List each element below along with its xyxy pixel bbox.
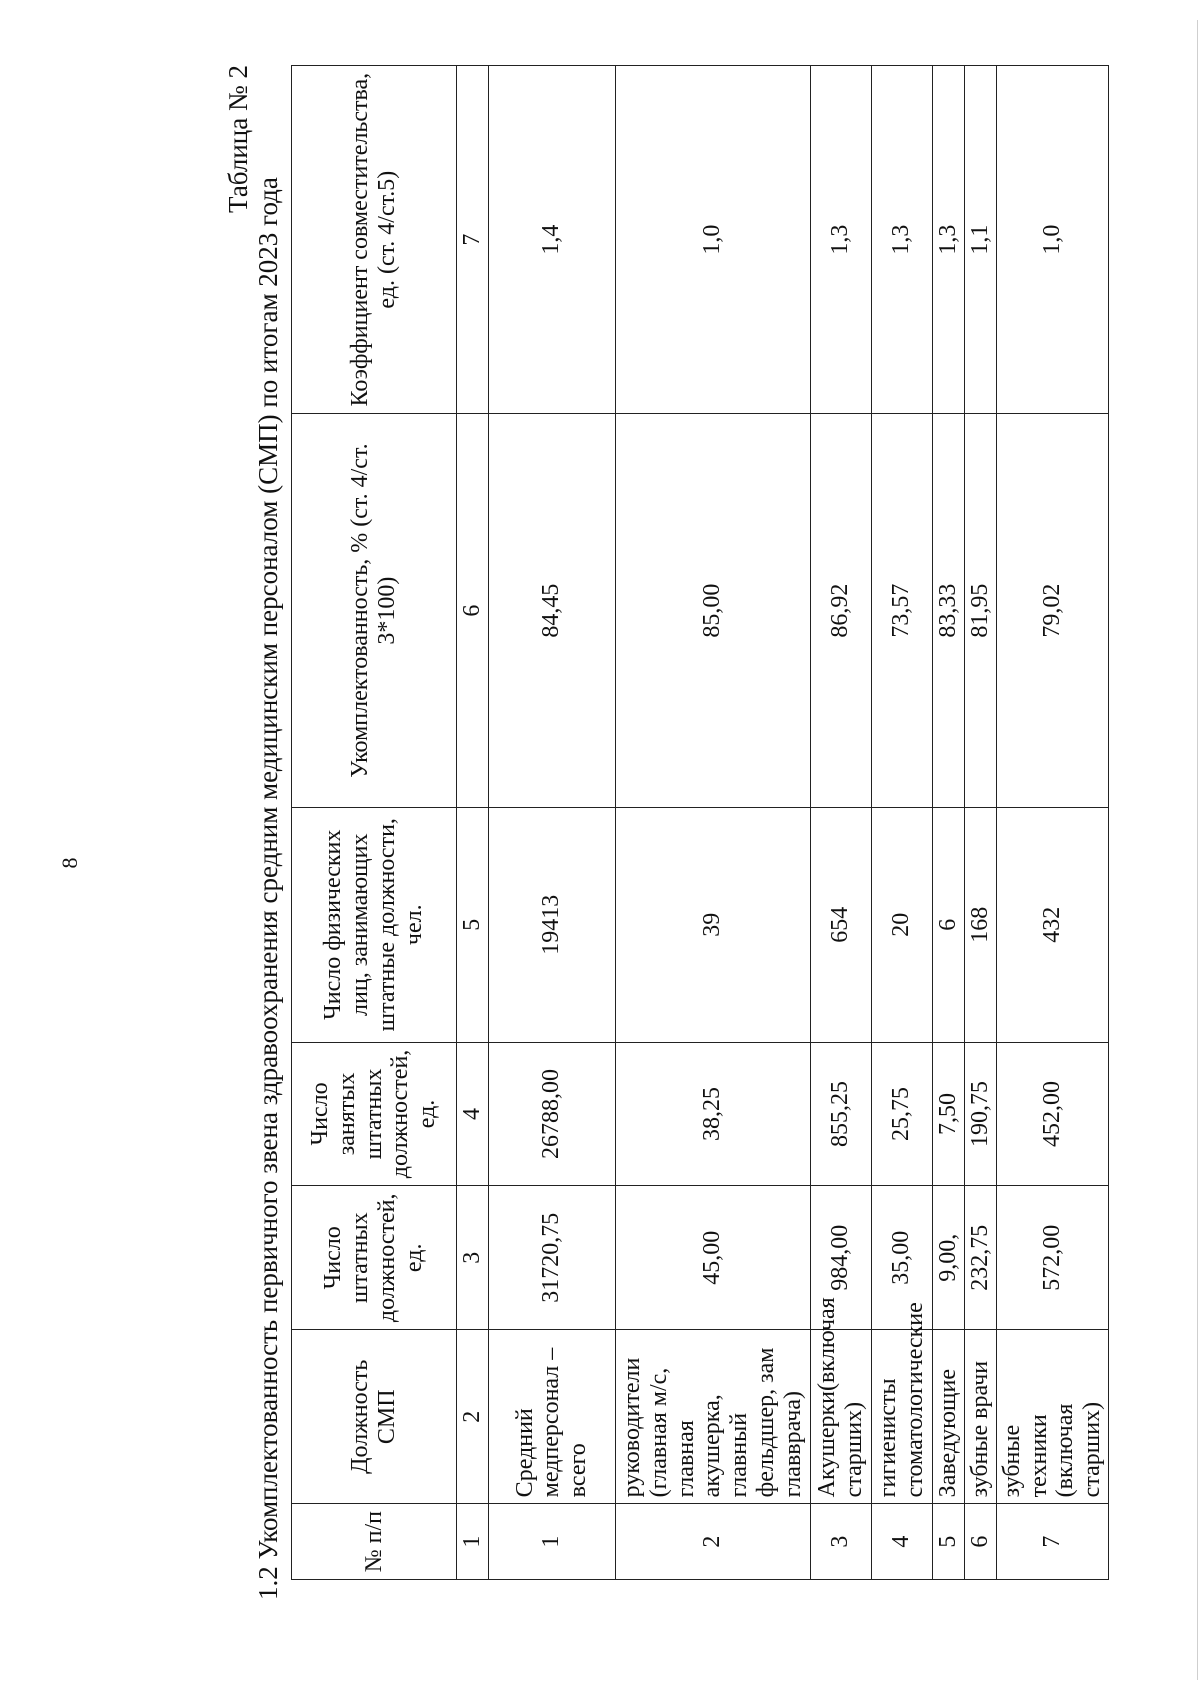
staff-positions: 35,00 — [871, 1186, 932, 1330]
position-name: зубные врачи — [964, 1330, 996, 1504]
individuals-count: 168 — [964, 807, 996, 1042]
position-name: зубные техники (включая старших) — [996, 1330, 1109, 1504]
combination-coefficient: 1,0 — [996, 66, 1109, 414]
table-row — [932, 66, 964, 1580]
row-number: 2 — [615, 1504, 810, 1580]
staff-positions: 984,00 — [810, 1186, 871, 1330]
header-cell: Число физических лиц, занимающих штатные должности, чел. — [292, 807, 457, 1042]
individuals-count: 432 — [996, 807, 1109, 1042]
occupied-positions: 26788,00 — [488, 1042, 615, 1186]
header-cell: Должность СМП — [292, 1330, 457, 1504]
header-cell: № п/п — [292, 1504, 457, 1580]
column-number: 1 — [457, 1504, 489, 1580]
row-number: 6 — [964, 1504, 996, 1580]
column-number: 4 — [457, 1042, 489, 1186]
staff-positions: 31720,75 — [488, 1186, 615, 1330]
individuals-count: 20 — [871, 807, 932, 1042]
occupied-positions: 452,00 — [996, 1042, 1109, 1186]
occupied-positions: 190,75 — [964, 1042, 996, 1186]
column-number: 7 — [457, 66, 489, 414]
row-number: 1 — [488, 1504, 615, 1580]
occupied-positions: 25,75 — [871, 1042, 932, 1186]
column-number-row — [457, 66, 489, 1580]
rotated-page-content — [223, 55, 1106, 1600]
row-number: 3 — [810, 1504, 871, 1580]
staffing-percent: 73,57 — [871, 414, 932, 808]
combination-coefficient: 1,1 — [964, 66, 996, 414]
staffing-percent: 84,45 — [488, 414, 615, 808]
individuals-count: 6 — [932, 807, 964, 1042]
table-title: 1.2 Укомплектованность первичного звена здравоохранения средним медицинским персоналом (СМП) по итогам 2023 года — [253, 177, 283, 1600]
combination-coefficient: 1,4 — [488, 66, 615, 414]
individuals-count: 19413 — [488, 807, 615, 1042]
header-cell: Коэффициент совместительства, ед. (ст. 4/ст.5) — [292, 66, 457, 414]
staff-positions: 572,00 — [996, 1186, 1109, 1330]
combination-coefficient: 1,3 — [810, 66, 871, 414]
individuals-count: 654 — [810, 807, 871, 1042]
staffing-table — [291, 65, 1109, 1580]
header-cell: Число занятых штатных должностей, ед. — [292, 1042, 457, 1186]
staffing-percent: 86,92 — [810, 414, 871, 808]
occupied-positions: 855,25 — [810, 1042, 871, 1186]
staff-positions: 9,00, — [932, 1186, 964, 1330]
table-row — [996, 66, 1109, 1580]
combination-coefficient: 1,3 — [932, 66, 964, 414]
table-row — [615, 66, 810, 1580]
header-row — [292, 66, 457, 1580]
staffing-percent: 83,33 — [932, 414, 964, 808]
header-cell: Число штатных должностей, ед. — [292, 1186, 457, 1330]
staffing-percent: 81,95 — [964, 414, 996, 808]
column-number: 5 — [457, 807, 489, 1042]
header-cell: Укомплектованность, % (ст. 4/ст. 3*100) — [292, 414, 457, 808]
page-number: 8 — [57, 857, 82, 869]
column-number: 6 — [457, 414, 489, 808]
position-name: Акушерки(включая старших) — [810, 1330, 871, 1504]
combination-coefficient: 1,3 — [871, 66, 932, 414]
row-number: 7 — [996, 1504, 1109, 1580]
occupied-positions: 38,25 — [615, 1042, 810, 1186]
position-name: Средний медперсонал – всего — [488, 1330, 615, 1504]
staffing-percent: 79,02 — [996, 414, 1109, 808]
row-number: 5 — [932, 1504, 964, 1580]
table-row — [810, 66, 871, 1580]
staffing-percent: 85,00 — [615, 414, 810, 808]
row-number: 4 — [871, 1504, 932, 1580]
combination-coefficient: 1,0 — [615, 66, 810, 414]
table-row — [964, 66, 996, 1580]
table-label: Таблица № 2 — [223, 65, 253, 213]
occupied-positions: 7,50 — [932, 1042, 964, 1186]
staff-positions: 45,00 — [615, 1186, 810, 1330]
position-name: гигиенисты стоматологические — [871, 1330, 932, 1504]
column-number: 3 — [457, 1186, 489, 1330]
table-row — [488, 66, 615, 1580]
position-name: руководители (главная м/с, главная акушерка, главный фельдшер, зам главврача) — [615, 1330, 810, 1504]
position-name: Заведующие — [932, 1330, 964, 1504]
column-number: 2 — [457, 1330, 489, 1504]
staff-positions: 232,75 — [964, 1186, 996, 1330]
individuals-count: 39 — [615, 807, 810, 1042]
table-row — [871, 66, 932, 1580]
scan-edge-line — [1197, 20, 1198, 1680]
